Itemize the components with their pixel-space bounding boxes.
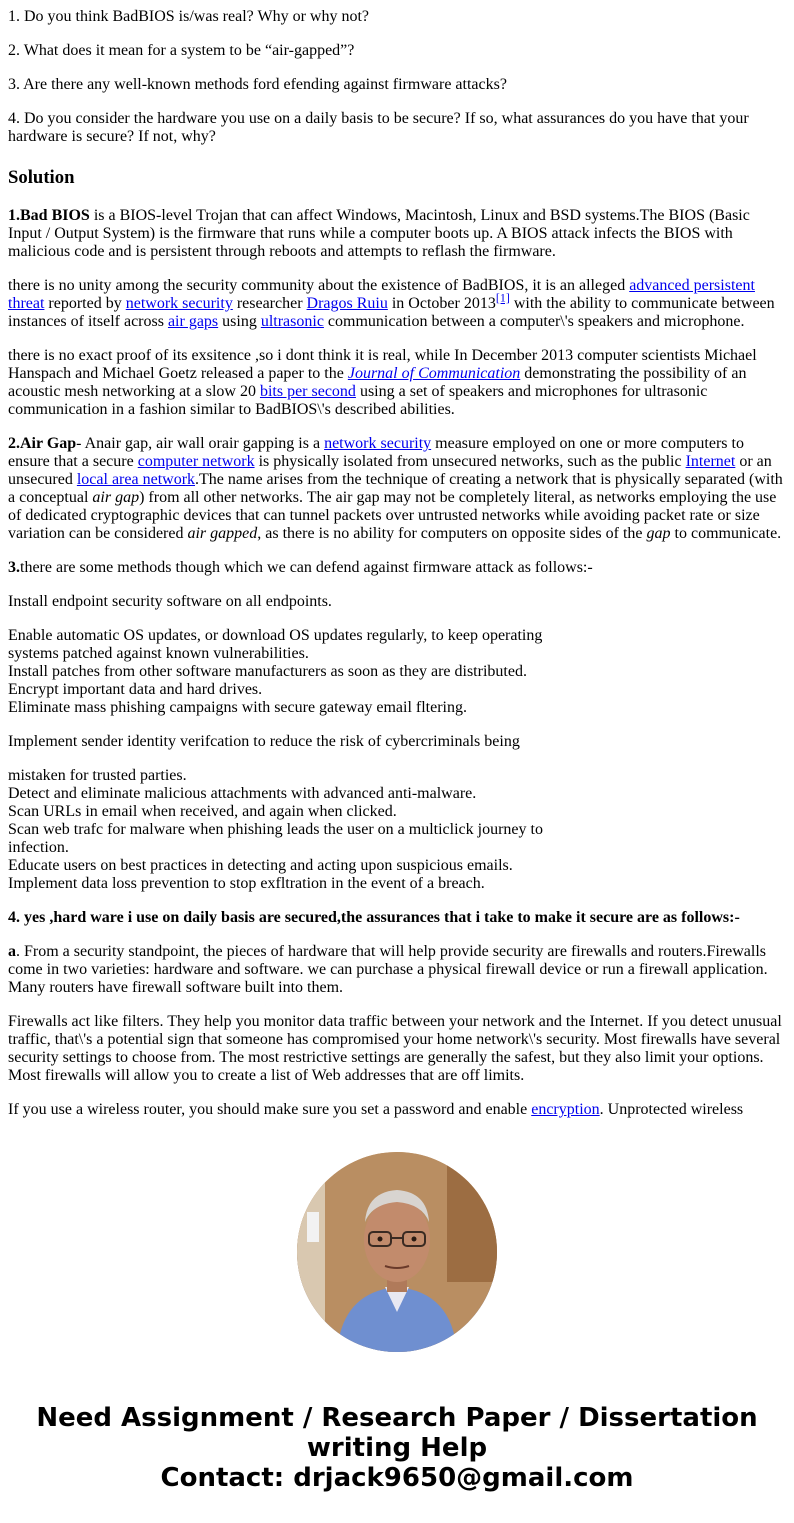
solution-heading: Solution — [8, 167, 75, 188]
defense-line: Install patches from other software manufacturers as soon as they are distributed. — [8, 663, 527, 680]
defense-item-sender: Implement sender identity verifcation to reduce the risk of cybercriminals being — [8, 733, 520, 750]
firewall-routers-paragraph: a. From a security standpoint, the pieces of hardware that will help provide security are firewalls and routers.Firewalls come in two varieties: hardware and software. we can purchase a physical firewall device or run a firewall application. Many routers have firewall software built into them. — [8, 943, 768, 996]
air-gap-paragraph: 2.Air Gap- Anair gap, air wall orair gapping is a network security measure employed on one or more computers to ensure that a secure computer network is physically isolated from unsecured networks, such as the public Internet or an unsecured local area network.The name arises from the technique of creating a network that is physically separated (with a conceptual air gap) from all other networks. The air gap may not be completely literal, as networks employing the use of dedicated cryptographic devices that can tunnel packets over untrusted networks while avoiding packet rate or size variation can be considered air gapped, as there is no ability for computers on opposite sides of the gap to communicate. — [8, 435, 783, 542]
defense-line: Scan URLs in email when received, and again when clicked. — [8, 803, 397, 820]
defense-line: infection. — [8, 839, 69, 856]
defense-line: systems patched against known vulnerabilities. — [8, 645, 309, 662]
link-air-gaps[interactable]: air gaps — [167, 313, 219, 330]
firewall-filters-paragraph: Firewalls act like filters. They help you monitor data traffic between your network and the Internet. If you detect unusual traffic, that\'s a potential sign that someone has compromised your home network\'s security. Most firewalls have several security settings to choose from. The most restrictive settings are generally the safest, but they also limit your options. Most firewalls will allow you to create a list of Web addresses that are off limits. — [8, 1013, 782, 1084]
footer-line-1: Need Assignment / Research Paper / Dissertation — [36, 1403, 758, 1433]
footer-contact — [8, 1403, 786, 1493]
author-portrait-icon — [297, 1152, 497, 1352]
link-journal-of-communication[interactable]: Journal of Communication — [347, 365, 521, 382]
footer-contact-email: Contact: drjack9650@gmail.com — [160, 1463, 634, 1493]
defense-line: Educate users on best practices in detecting and acting upon suspicious emails. — [8, 857, 513, 874]
defense-line: Detect and eliminate malicious attachments with advanced anti-malware. — [8, 785, 477, 802]
link-local-area-network[interactable]: local area network — [76, 471, 196, 488]
question-1: 1. Do you think BadBIOS is/was real? Why or why not? — [8, 8, 369, 25]
link-network-security-2[interactable]: network security — [324, 435, 432, 452]
air-gap-title: 2.Air Gap — [8, 435, 77, 452]
defense-list-block-1 — [8, 627, 786, 717]
link-computer-network[interactable]: computer network — [137, 453, 255, 470]
question-4: 4. Do you consider the hardware you use on a daily basis to be secure? If so, what assurances do you have that your hardware is secure? If not, why? — [8, 110, 749, 145]
question-2: 2. What does it mean for a system to be “air-gapped”? — [8, 42, 355, 59]
defense-list-block-2 — [8, 767, 786, 893]
link-bits-per-second[interactable]: bits per second — [259, 383, 356, 400]
link-encryption[interactable]: encryption — [531, 1101, 600, 1118]
author-avatar — [297, 1152, 497, 1352]
defense-line: mistaken for trusted parties. — [8, 767, 187, 784]
hardware-security-heading: 4. yes ,hard ware i use on daily basis are secured,the assurances that i take to make it secure are as follows:- — [8, 909, 740, 926]
item-a-label: a — [8, 943, 16, 960]
link-ultrasonic[interactable]: ultrasonic — [260, 313, 324, 330]
firmware-defense-intro: 3.there are some methods though which we can defend against firmware attack as follows:- — [8, 559, 593, 576]
defense-line: Scan web trafc for malware when phishing leads the user on a multiclick journey to — [8, 821, 543, 838]
question-3: 3. Are there any well-known methods ford efending against firmware attacks? — [8, 76, 507, 93]
badbios-proof-paragraph: there is no exact proof of its exsitence ,so i dont think it is real, while In December 2013 computer scientists Michael Hanspach and Michael Goetz released a paper to the Journal of Communication demonstrating the possibility of an acoustic mesh networking at a slow 20 bits per second using a set of speakers and microphones for ultrasonic communication in a fashion similar to BadBIOS\'s described abilities. — [8, 347, 757, 418]
defense-line: Eliminate mass phishing campaigns with secure gateway email fltering. — [8, 699, 467, 716]
defense-line: Encrypt important data and hard drives. — [8, 681, 263, 698]
citation-link-1[interactable]: [1] — [495, 290, 510, 305]
footer-line-2: writing Help — [306, 1433, 488, 1463]
bad-bios-paragraph: 1.Bad BIOS is a BIOS-level Trojan that can affect Windows, Macintosh, Linux and BSD systems.The BIOS (Basic Input / Output System) is the firmware that runs while a computer boots up. A BIOS attack infects the BIOS with malicious code and is persistent through reboots and attempts to reflash the firmware. — [8, 207, 750, 260]
link-network-security[interactable]: network security — [125, 295, 233, 312]
wireless-router-paragraph: If you use a wireless router, you should make sure you set a password and enable encryption. Unprotected wireless — [8, 1101, 744, 1118]
defense-item-1: Install endpoint security software on all endpoints. — [8, 593, 332, 610]
badbios-existence-paragraph: there is no unity among the security community about the existence of BadBIOS, it is an alleged advanced persistent threat reported by network security researcher Dragos Ruiu in October 2013[1] with the ability to communicate between instances of itself across air gaps using ultrasonic communication between a computer\'s speakers and microphone. — [8, 277, 775, 330]
defense-line: Implement data loss prevention to stop exfltration in the event of a breach. — [8, 875, 485, 892]
author-avatar-container — [8, 1152, 786, 1352]
link-advanced-persistent-threat[interactable]: advanced persistent threat — [8, 277, 755, 312]
section-3-number: 3. — [8, 559, 20, 576]
bad-bios-title: 1.Bad BIOS — [8, 207, 90, 224]
link-internet[interactable]: Internet — [685, 453, 736, 470]
link-dragos-ruiu[interactable]: Dragos Ruiu — [306, 295, 388, 312]
defense-line: Enable automatic OS updates, or download OS updates regularly, to keep operating — [8, 627, 543, 644]
